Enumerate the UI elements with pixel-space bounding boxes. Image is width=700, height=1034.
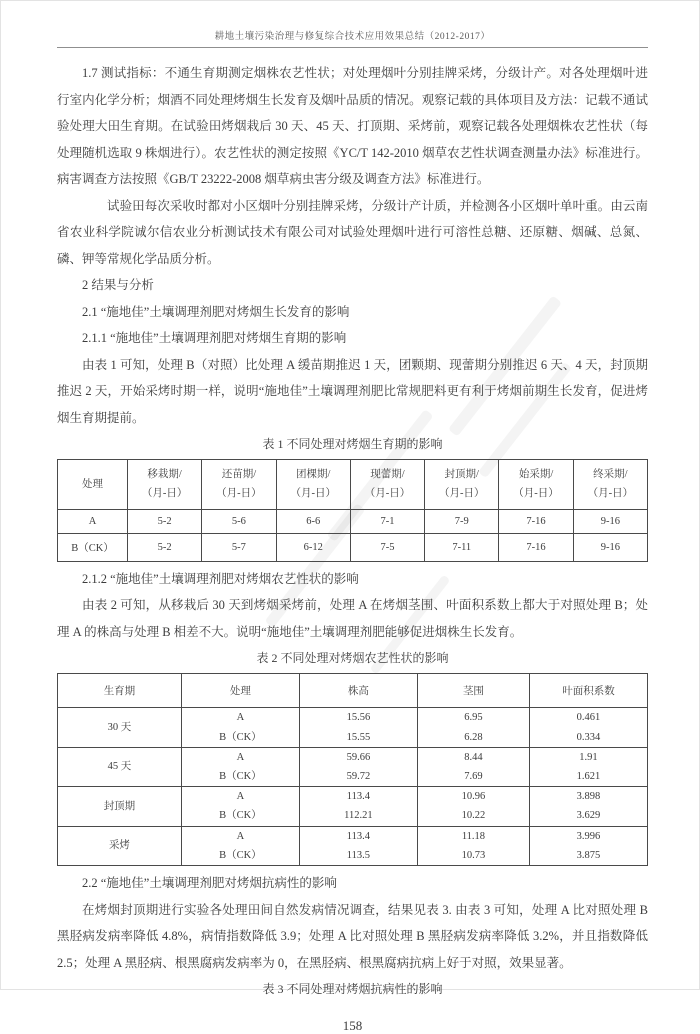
table-header-row (58, 460, 648, 510)
paragraph-growth-period: 由表 1 可知，处理 B（对照）比处理 A 缓苗期推迟 1 天，团颗期、现蕾期分别推迟 6 天、4 天，封顶期推迟 2 天，开始采烤时期一样，说明“施地佳”土壤调理剂肥比常规肥料更有利于烤烟前期生长发育，促进烤烟生育期提前。 (57, 357, 648, 425)
table-row (58, 826, 648, 846)
cell-lai: 3.996 (529, 826, 647, 846)
header-unit: （月-日） (290, 488, 336, 500)
header-cell-height: 株高 (299, 674, 417, 708)
cell-height: 112.21 (299, 806, 417, 826)
cell-treatment: B（CK） (181, 846, 299, 866)
cell-height: 15.56 (299, 708, 417, 728)
cell-period: 45 天 (58, 747, 182, 786)
header-cell-topping (425, 460, 499, 510)
header-cell-first-harvest (499, 460, 573, 510)
cell-treatment: A (58, 509, 128, 533)
cell-value: 5-2 (128, 533, 202, 561)
cell-girth: 11.18 (417, 826, 529, 846)
header-rule (57, 47, 648, 48)
heading-2-2: 2.2 “施地佳”土壤调理剂肥对烤烟抗病性的影响 (82, 876, 337, 891)
cell-value: 6-12 (276, 533, 350, 561)
heading-2-1-2: 2.1.2 “施地佳”土壤调理剂肥对烤烟农艺性状的影响 (82, 571, 359, 586)
table-row (58, 509, 648, 533)
cell-value: 5-6 (202, 509, 276, 533)
cell-treatment: B（CK） (58, 533, 128, 561)
cell-value: 7-16 (499, 509, 573, 533)
table1-caption: 表 1 不同处理对烤烟生育期的影响 (262, 437, 443, 451)
cell-treatment: A (181, 708, 299, 728)
table3-caption: 表 3 不同处理对烤烟抗病性的影响 (262, 982, 443, 997)
cell-treatment: B（CK） (181, 767, 299, 787)
cell-girth: 7.69 (417, 767, 529, 787)
cell-height: 113.4 (299, 787, 417, 807)
header-label: 团棵期/ (295, 469, 331, 480)
cell-height: 113.4 (299, 826, 417, 846)
header-label: 现蕾期/ (370, 469, 405, 480)
table-row (58, 747, 648, 767)
cell-treatment: B（CK） (181, 728, 299, 748)
cell-lai: 0.461 (529, 708, 647, 728)
header-unit: （月-日） (141, 488, 188, 500)
cell-girth: 10.73 (417, 846, 529, 866)
cell-height: 59.72 (299, 767, 417, 787)
cell-value: 7-16 (499, 533, 573, 561)
cell-girth: 6.95 (417, 708, 529, 728)
header-cell-recovery (202, 460, 276, 510)
paragraph-disease-resistance: 在烤烟封顶期进行实验各处理田间自然发病情况调查，结果见表 3. 由表 3 可知，处理 A 比对照处理 B 黑胫病发病率降低 4.8%，病情指数降低 3.9；处理 A 比对照处理 B 黑胫病发病率降低 3.2%，并且指数降低 2.5；处理 A 黑胫病、根黑腐病发病率为 0，在黑胫病、根黑腐病抗病上好于对照，效果显著。 (57, 902, 648, 970)
cell-treatment: A (181, 747, 299, 767)
cell-treatment: B（CK） (181, 806, 299, 826)
cell-lai: 0.334 (529, 728, 647, 748)
header-unit: （月-日） (587, 488, 634, 500)
header-cell-period: 生育期 (58, 674, 182, 708)
cell-height: 59.66 (299, 747, 417, 767)
cell-period: 采烤 (58, 826, 182, 865)
cell-girth: 10.22 (417, 806, 529, 826)
growth-period-table (57, 459, 648, 562)
cell-value: 5-7 (202, 533, 276, 561)
cell-value: 5-2 (128, 509, 202, 533)
cell-value: 7-11 (425, 533, 499, 561)
cell-treatment: A (181, 826, 299, 846)
header-cell-treatment (58, 460, 128, 510)
header-unit: （月-日） (439, 488, 485, 500)
header-unit: （月-日） (513, 488, 559, 500)
document-body (57, 60, 648, 1002)
page-header (57, 28, 648, 48)
cell-period: 30 天 (58, 708, 182, 747)
cell-value: 9-16 (573, 533, 647, 561)
running-head: 耕地土壤污染治理与修复综合技术应用效果总结（2012-2017） (214, 32, 491, 42)
cell-lai: 1.621 (529, 767, 647, 787)
paragraph-agronomic-traits: 由表 2 可知，从移栽后 30 天到烤烟采烤前，处理 A 在烤烟茎围、叶面积系数上都大于对照处理 B；处理 A 的株高与处理 B 相差不大。说明“施地佳”土壤调理剂肥能够促进烟株生长发育。 (57, 598, 648, 639)
cell-value: 7-5 (350, 533, 424, 561)
header-label: 始采期/ (518, 469, 554, 480)
paragraph-harvest-quality: 试验田每次采收时都对小区烟叶分别挂牌采烤，分级计产计质，并检测各小区烟叶单叶重。由云南省农业科学院诚尔信农业分析测试技术有限公司对试验处理烟叶进行可溶性总糖、还原糖、烟碱、总氮、磷、钾等常规化学品质分析。 (57, 198, 648, 266)
cell-period: 封顶期 (58, 787, 182, 826)
header-label: 终采期/ (593, 469, 628, 480)
cell-lai: 1.91 (529, 747, 647, 767)
cell-height: 113.5 (299, 846, 417, 866)
table-row (58, 787, 648, 807)
header-label: 移栽期/ (147, 469, 182, 480)
header-cell-girth: 茎围 (417, 674, 529, 708)
header-label: 处理 (82, 478, 103, 490)
header-cell-rosette (276, 460, 350, 510)
heading-2-1-1: 2.1.1 “施地佳”土壤调理剂肥对烤烟生育期的影响 (82, 331, 347, 345)
table2-caption: 表 2 不同处理对烤烟农艺性状的影响 (256, 651, 449, 666)
header-label: 封顶期/ (444, 469, 479, 480)
page-number: 158 (342, 1018, 363, 1034)
header-cell-treatment: 处理 (181, 674, 299, 708)
cell-lai: 3.898 (529, 787, 647, 807)
cell-lai: 3.875 (529, 846, 647, 866)
header-unit: （月-日） (216, 488, 262, 500)
cell-girth: 6.28 (417, 728, 529, 748)
header-label: 还苗期/ (221, 469, 257, 480)
cell-girth: 8.44 (417, 747, 529, 767)
cell-girth: 10.96 (417, 787, 529, 807)
agronomic-traits-table (57, 673, 648, 866)
table-row (58, 533, 648, 561)
cell-value: 6-6 (276, 509, 350, 533)
header-cell-last-harvest (573, 460, 647, 510)
paragraph-test-indicators: 1.7 测试指标：不通生育期测定烟株农艺性状；对处理烟叶分别挂牌采烤，分级计产。对各处理烟叶进行室内化学分析；烟酒不同处理烤烟生长发育及烟叶品质的情况。观察记载的具体项目及方法：记载不通试验处理大田生育期。在试验田烤烟栽后 30 天、45 天、打顶期、采烤前，观察记载各处理烟株农艺性状（每处理随机选取 9 株烟进行）。农艺性状的测定按照《YC/T 142-2010 烟草农艺性状调查测量办法》标准进行。病害调查方法按照《GB/T 23222-2008 烟草病虫害分级及调查方法》标准进行。 (57, 66, 648, 186)
table-header-row (58, 674, 648, 708)
heading-2-1: 2.1 “施地佳”土壤调理剂肥对烤烟生长发育的影响 (82, 304, 350, 319)
cell-value: 7-1 (350, 509, 424, 533)
cell-height: 15.55 (299, 728, 417, 748)
header-unit: （月-日） (364, 488, 411, 500)
page-footer (57, 1018, 648, 1034)
heading-results: 2 结果与分析 (82, 278, 154, 292)
cell-value: 7-9 (425, 509, 499, 533)
header-cell-transplant (128, 460, 202, 510)
header-cell-lai: 叶面积系数 (529, 674, 647, 708)
cell-value: 9-16 (573, 509, 647, 533)
cell-treatment: A (181, 787, 299, 807)
header-cell-budding (350, 460, 424, 510)
table-row (58, 708, 648, 728)
cell-lai: 3.629 (529, 806, 647, 826)
